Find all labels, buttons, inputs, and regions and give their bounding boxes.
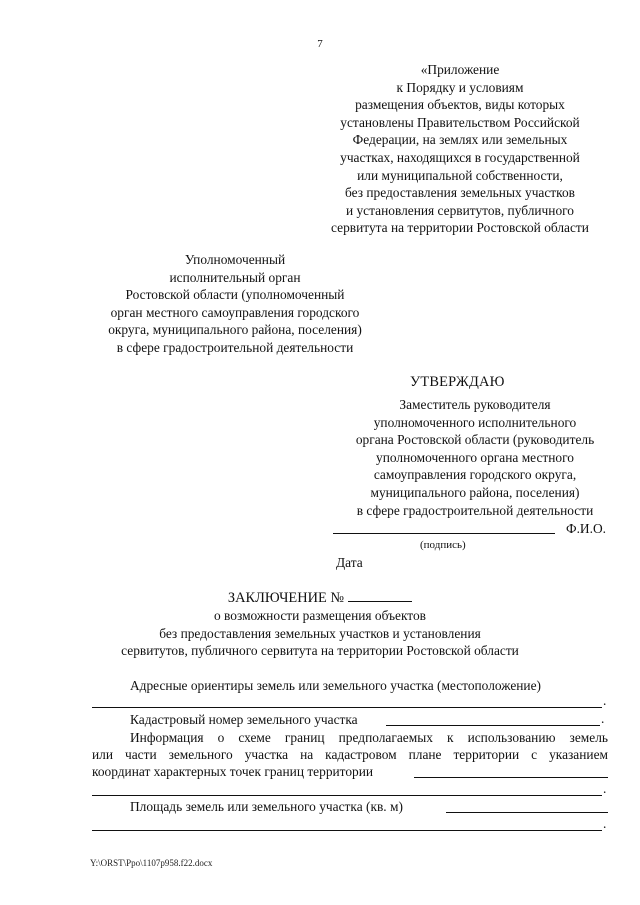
area-blank-line-2 bbox=[92, 830, 602, 831]
subject-line: сервитутов, публичного сервитута на территории Ростовской области bbox=[121, 643, 519, 659]
cadastral-label: Кадастровый номер земельного участка bbox=[130, 712, 358, 727]
appendix-line: и установления сервитутов, публичного bbox=[345, 202, 575, 218]
scheme-blank-line-1 bbox=[414, 777, 608, 778]
page-number: 7 bbox=[317, 38, 323, 50]
date-label: Дата bbox=[336, 555, 363, 570]
scheme-line-3: координат характерных точек границ территории bbox=[92, 764, 374, 779]
fio-label: Ф.И.О. bbox=[566, 521, 606, 536]
subject-line: без предоставления земельных участков и установления bbox=[159, 625, 481, 641]
authority-line: Уполномоченный bbox=[184, 252, 286, 267]
footer-file-path: Y:\ORST\Ppo\1107p958.f22.docx bbox=[90, 858, 213, 868]
authority-line: орган местного самоуправления городского bbox=[110, 304, 360, 320]
scheme-blank-line-2 bbox=[92, 795, 602, 796]
authority-line: исполнительный орган bbox=[169, 269, 301, 285]
address-label: Адресные ориентиры земель или земельного участка (местоположение) bbox=[130, 678, 541, 693]
approver-line: муниципального района, поселения) bbox=[370, 484, 580, 500]
area-terminator: . bbox=[603, 816, 607, 831]
appendix-line: к Порядку и условиям bbox=[396, 79, 524, 95]
address-terminator: . bbox=[603, 693, 607, 708]
address-blank-line bbox=[92, 707, 602, 708]
subject-line: о возможности размещения объектов bbox=[214, 608, 426, 623]
scheme-terminator: . bbox=[603, 781, 607, 796]
authority-line: Ростовской области (уполномоченный bbox=[125, 287, 345, 303]
authority-line: округа, муниципального района, поселения) bbox=[108, 322, 362, 338]
conclusion-subject bbox=[0, 607, 640, 660]
authority-block bbox=[90, 251, 380, 357]
appendix-header bbox=[310, 61, 610, 237]
conclusion-title-text: ЗАКЛЮЧЕНИЕ № bbox=[227, 590, 345, 606]
conclusion-title bbox=[0, 589, 640, 607]
approver-block bbox=[330, 396, 620, 519]
appendix-line: размещения объектов, виды которых bbox=[355, 97, 565, 113]
cadastral-blank-line bbox=[386, 725, 600, 726]
cadastral-terminator: . bbox=[601, 711, 605, 726]
signature-line bbox=[333, 519, 555, 534]
appendix-line: «Приложение bbox=[420, 62, 500, 77]
area-label: Площадь земель или земельного участка (кв. м) bbox=[130, 799, 403, 814]
approver-line: самоуправления городского округа, bbox=[373, 467, 577, 483]
appendix-line: Федерации, на землях или земельных bbox=[352, 132, 568, 148]
approver-line: Заместитель руководителя bbox=[399, 397, 551, 412]
approver-line: уполномоченного органа местного bbox=[376, 449, 574, 465]
appendix-line: сервитута на территории Ростовской области bbox=[331, 220, 589, 236]
appendix-line: установлены Правительством Российской bbox=[340, 114, 580, 130]
appendix-line: или муниципальной собственности, bbox=[357, 167, 563, 183]
appendix-line: участках, находящихся в государственной bbox=[340, 149, 580, 165]
conclusion-number-blank bbox=[348, 589, 412, 602]
scheme-line-2: или части земельного участка на кадастровом плане территории с указанием bbox=[92, 747, 608, 762]
approver-line: в сфере градостроительной деятельности bbox=[356, 502, 594, 518]
scheme-line-1: Информация о схеме границ предполагаемых к использованию земель bbox=[130, 730, 608, 745]
approver-line: уполномоченного исполнительного bbox=[373, 414, 577, 430]
signature-caption: (подпись) bbox=[420, 539, 466, 551]
appendix-line: без предоставления земельных участков bbox=[344, 185, 576, 201]
area-blank-line-1 bbox=[446, 812, 608, 813]
approve-title: УТВЕРЖДАЮ bbox=[410, 374, 505, 390]
approver-line: органа Ростовской области (руководитель bbox=[355, 432, 595, 448]
authority-line: в сфере градостроительной деятельности bbox=[116, 339, 354, 355]
